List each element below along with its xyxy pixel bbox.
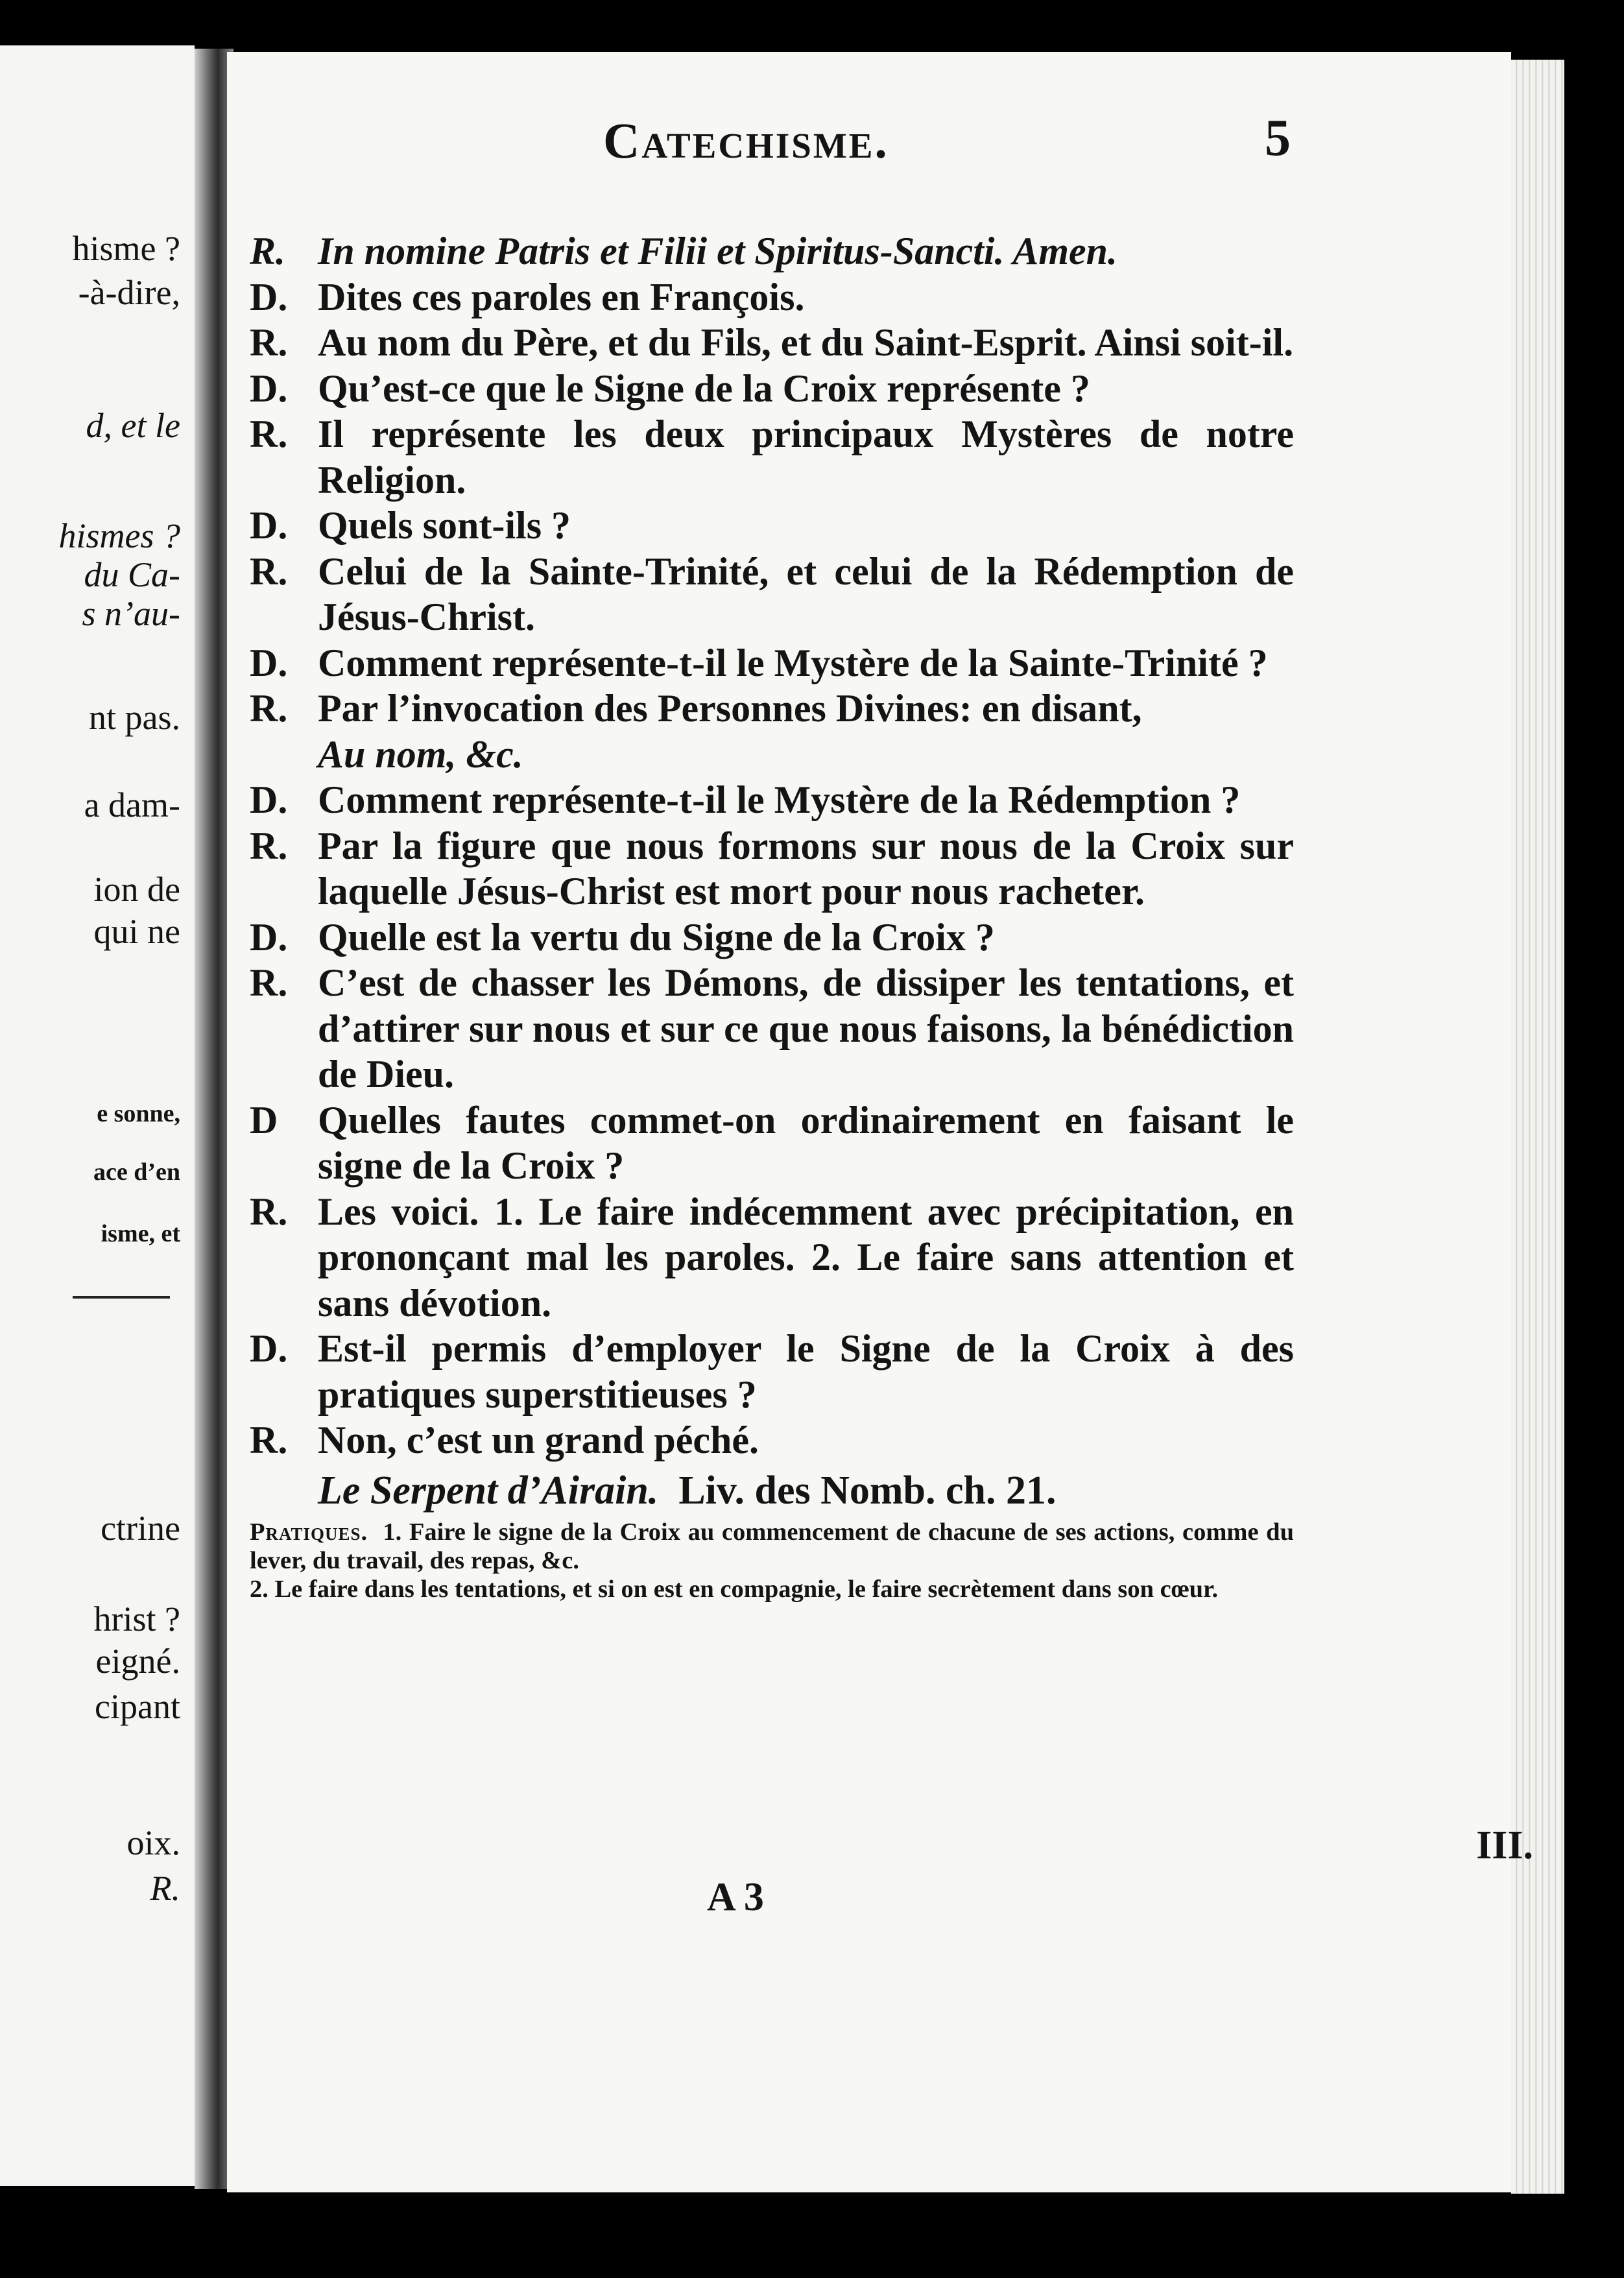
question-entry: [250, 503, 1294, 549]
left-page-fragment: d, et le: [86, 406, 180, 445]
entry-text: Comment représente-t-il le Mystère de la Sainte-Trinité ?: [318, 641, 1268, 684]
left-page-fragment: -à-dire,: [78, 273, 180, 312]
entry-marker: D.: [250, 366, 288, 410]
entry-text: Les voici. 1. Le faire indécemment avec précipitation, en prononçant mal les paroles. 2. Le faire sans attention et sans dévotion.: [318, 1190, 1294, 1325]
page-edges: [1511, 60, 1564, 2194]
entry-text: Celui de la Sainte-Trinité, et celui de la Rédemption de Jésus-Christ.: [318, 549, 1294, 638]
entry-text: Par l’invocation des Personnes Divines: en disant, Au nom, &c.: [318, 687, 1142, 776]
entry-marker: D.: [250, 275, 288, 318]
question-entry: [250, 777, 1294, 823]
entry-text: Quelle est la vertu du Signe de la Croix ?: [318, 915, 995, 959]
entry-marker: D.: [250, 641, 288, 684]
pratiques-item-1: 1. Faire le signe de la Croix au commencement de chacune de ses actions, comme du lever, du travail, des repas, &c.: [250, 1518, 1295, 1574]
answer-entry: [250, 823, 1294, 915]
answer-entry: [250, 1189, 1294, 1326]
question-answer-list: [250, 228, 1294, 1463]
entry-text: Non, c’est un grand péché.: [318, 1419, 759, 1461]
pratiques-item-2: 2. Le faire dans les tentations, et si on est en compagnie, le faire secrètement dans son cœur.: [250, 1575, 1219, 1603]
entry-text: Est-il permis d’employer le Signe de la Croix à des pratiques superstitieuses ?: [318, 1327, 1294, 1416]
answer-entry: [250, 411, 1294, 503]
left-page-fragment: R.: [150, 1869, 180, 1908]
entry-marker: D.: [250, 504, 288, 547]
entry-marker: R.: [250, 549, 288, 593]
entry-italic-tail: Au nom, &c.: [318, 732, 523, 776]
catechism-text: [250, 228, 1294, 1603]
left-page-fragment: e sonne,: [97, 1100, 180, 1127]
pratiques-note: [250, 1518, 1294, 1603]
figure-source: Liv. des Nomb. ch. 21.: [678, 1468, 1057, 1513]
answer-entry: [250, 228, 1294, 274]
question-entry: [250, 915, 1294, 961]
left-page-fragment: cipant: [95, 1687, 180, 1726]
entry-marker: R.: [250, 1190, 288, 1233]
entry-marker: R.: [250, 687, 288, 730]
left-page-fragment: hismes ?: [58, 516, 180, 555]
left-page-fragment: eigné.: [95, 1642, 180, 1681]
answer-entry: [250, 1417, 1294, 1463]
left-page-fragment: du Ca-: [84, 555, 180, 594]
entry-text: Quelles fautes commet-on ordinairement en faisant le signe de la Croix ?: [318, 1098, 1294, 1187]
question-entry: [250, 1097, 1294, 1189]
entry-marker: R.: [250, 824, 288, 867]
catchword: III.: [1476, 1823, 1533, 1867]
left-page-fragment: nt pas.: [89, 698, 180, 737]
entry-text: Qu’est-ce que le Signe de la Croix représente ?: [318, 366, 1090, 410]
question-entry: [250, 274, 1294, 320]
answer-entry: [250, 549, 1294, 640]
question-entry: [250, 640, 1294, 686]
entry-marker: R.: [250, 961, 288, 1004]
left-page-fragment: ion de: [93, 870, 180, 909]
entry-marker: D.: [250, 1327, 288, 1370]
page-header: [383, 97, 1291, 175]
answer-entry: [250, 960, 1294, 1097]
entry-text: Dites ces paroles en François.: [318, 275, 805, 318]
entry-text: Comment représente-t-il le Mystère de la Rédemption ?: [318, 778, 1241, 821]
entry-text: Par la figure que nous formons sur nous de la Croix sur laquelle Jésus-Christ est mort pour nous racheter.: [318, 824, 1294, 913]
left-page-rule: [73, 1296, 170, 1299]
figure-reference: [250, 1466, 1294, 1515]
entry-text: Au nom du Père, et du Fils, et du Saint-Esprit. Ainsi soit-il.: [318, 321, 1294, 364]
entry-marker: R.: [250, 230, 286, 272]
page-number: 5: [1265, 110, 1291, 167]
entry-marker: R.: [250, 321, 288, 364]
left-page-fragment: isme, et: [101, 1220, 180, 1247]
entry-text: C’est de chasser les Démons, de dissiper les tentations, et d’attirer sur nous et sur ce que nous faisons, la bénédiction de Dieu.: [318, 961, 1294, 1096]
left-page-fragment: ace d’en: [93, 1158, 180, 1186]
entry-marker: R.: [250, 413, 288, 455]
entry-text: Il représente les deux principaux Mystères de notre Religion.: [318, 413, 1294, 501]
left-page-fragment: hisme ?: [72, 229, 180, 268]
answer-entry: [250, 320, 1294, 366]
left-page-fragment: oix.: [126, 1823, 180, 1862]
signature-mark: A 3: [707, 1875, 764, 1919]
previous-page-fragment: [0, 45, 195, 2186]
entry-text: Quels sont-ils ?: [318, 504, 571, 547]
entry-marker: D: [250, 1098, 278, 1142]
answer-entry: [250, 686, 1294, 777]
left-page-fragment: ctrine: [101, 1509, 180, 1548]
entry-marker: D.: [250, 915, 288, 959]
pratiques-heading: Pratiques.: [250, 1518, 368, 1546]
entry-marker: D.: [250, 778, 288, 821]
left-page-fragment: hrist ?: [93, 1600, 180, 1638]
running-head: Catechisme.: [603, 112, 889, 169]
left-page-fragment: qui ne: [93, 912, 180, 951]
left-page-fragment: a dam-: [84, 785, 180, 824]
entry-marker: R.: [250, 1419, 288, 1461]
figure-title: Le Serpent d’Airain.: [318, 1468, 659, 1513]
left-page-fragment: s n’au-: [82, 594, 180, 633]
question-entry: [250, 366, 1294, 412]
question-entry: [250, 1326, 1294, 1417]
entry-text: In nomine Patris et Filii et Spiritus-Sancti. Amen.: [318, 230, 1118, 272]
